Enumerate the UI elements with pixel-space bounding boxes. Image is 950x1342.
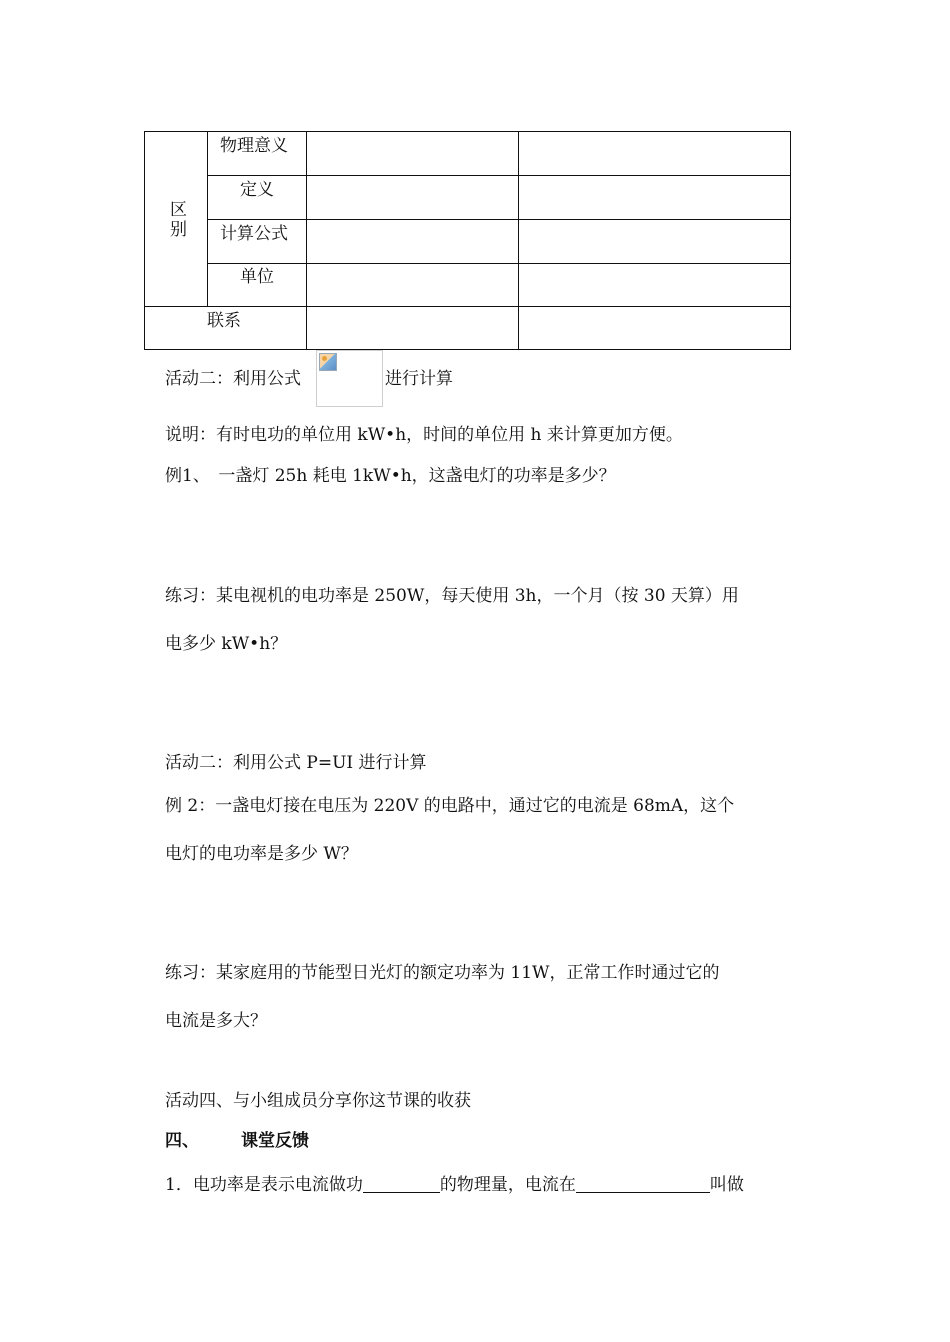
practice1-line2: 电多少 kW•h？ [165,634,288,654]
answer-blank-1[interactable] [363,1174,440,1193]
table-col-divider [306,131,307,350]
table-group-label-bottom: 别 [170,220,187,240]
practice2-line2: 电流是多大？ [165,1011,267,1031]
table-footer-label: 联系 [207,311,241,331]
formula-image [316,350,383,407]
activity2a-prefix: 活动二：利用公式 [165,369,301,389]
table-row-label: 计算公式 [220,224,288,244]
table-border-top [144,131,791,132]
table-border-left [144,131,145,350]
table-col-divider [207,131,208,307]
table-row-divider [207,175,791,176]
table-border-bottom [144,349,791,350]
section4-number: 四、 [165,1131,199,1151]
table-group-label-top: 区 [170,200,187,220]
question1-part2: 的物理量，电流在 [439,1175,576,1195]
table-row-divider [144,306,791,307]
activity2b-text: 活动二：利用公式 P=UI 进行计算 [165,753,427,773]
activity4-text: 活动四、与小组成员分享你这节课的收获 [165,1091,471,1111]
note-text: 说明：有时电功的单位用 kW•h，时间的单位用 h 来计算更加方便。 [165,425,683,445]
example2-line1: 例 2：一盏电灯接在电压为 220V 的电路中，通过它的电流是 68mA，这个 [165,796,735,816]
question1 [165,1174,744,1194]
table-row-label: 单位 [240,267,274,287]
table-col-divider [518,131,519,350]
practice2-line1: 练习：某家庭用的节能型日光灯的额定功率为 11W，正常工作时通过它的 [165,963,720,983]
table-border-right [790,131,791,350]
example2-line2: 电灯的电功率是多少 W？ [165,844,358,864]
broken-image-icon [319,353,337,371]
table-row-label: 定义 [240,180,274,200]
table-row-divider [207,263,791,264]
section4-title: 课堂反馈 [241,1131,309,1151]
question1-part1: 1．电功率是表示电流做功 [165,1175,363,1195]
question1-part3: 叫做 [709,1175,744,1195]
practice1-line1: 练习：某电视机的电功率是 250W，每天使用 3h，一个月（按 30 天算）用 [165,586,739,606]
answer-blank-2[interactable] [576,1174,710,1193]
example1-text: 例1、 一盏灯 25h 耗电 1kW•h，这盏电灯的功率是多少？ [165,466,616,486]
comparison-table [144,131,791,350]
activity2a-suffix: 进行计算 [385,369,453,389]
table-row-divider [207,219,791,220]
table-row-label: 物理意义 [220,136,288,156]
